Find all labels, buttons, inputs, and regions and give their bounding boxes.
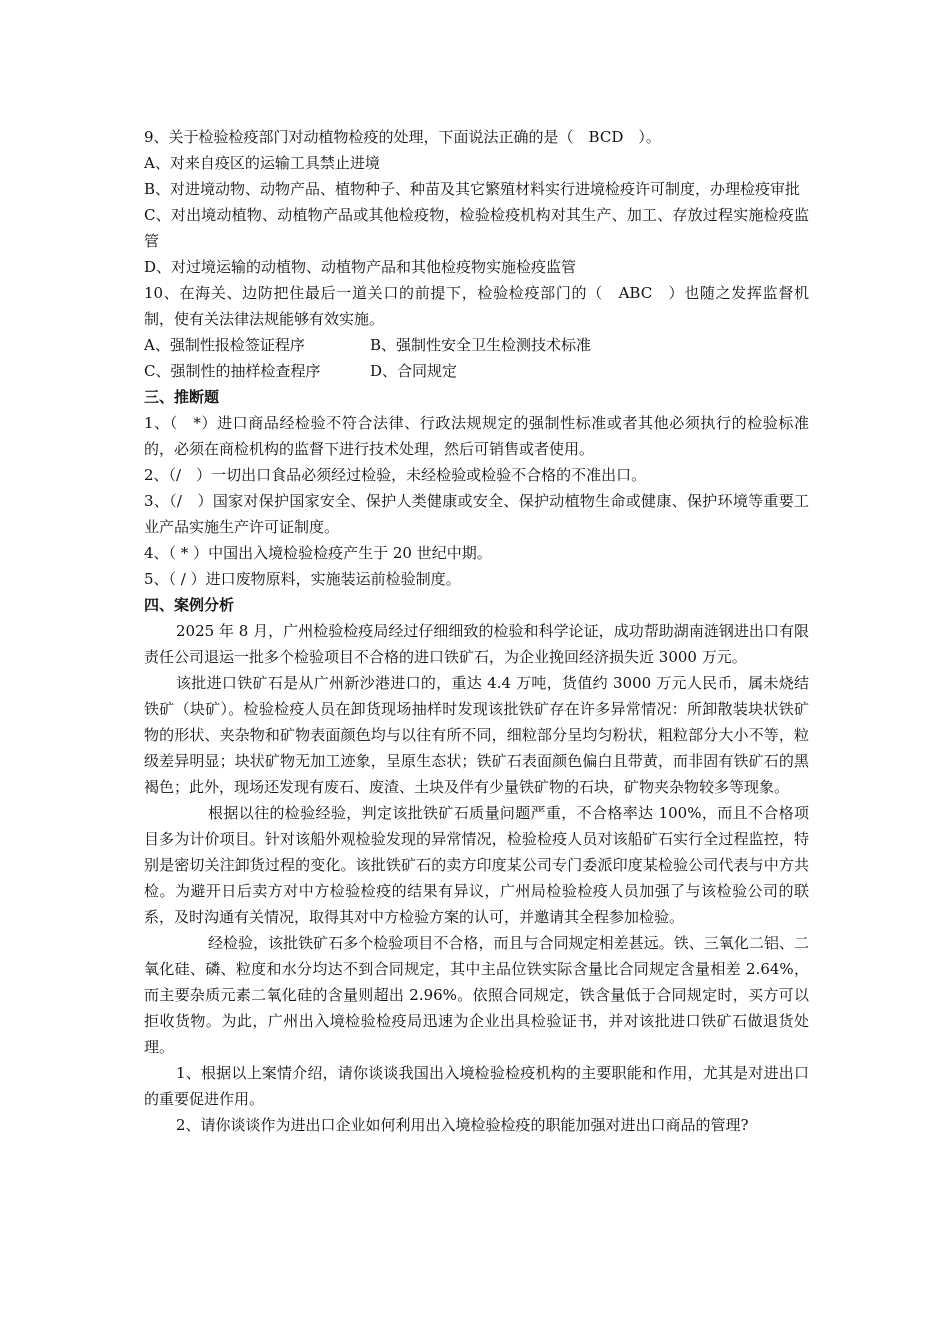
q9-option-c: C、对出境动植物、动植物产品或其他检疫物，检验检疫机构对其生产、加工、存放过程实施检疫监管 [144,206,809,250]
judgment-item-5: 5、（ / ）进口废物原料，实施装运前检验制度。 [144,570,461,588]
q10-option-a: A、强制性报检签证程序 [144,336,305,354]
judgment-item-2: 2、（/ ）一切出口食品必须经过检验，未经检验或检验不合格的不准出口。 [144,466,647,484]
section-3-title: 三、推断题 [144,388,220,406]
document-body [144,124,809,1138]
case-question-2: 2、请你谈谈作为进出口企业如何利用出入境检验检疫的职能加强对进出口商品的管理? [176,1116,749,1134]
q10-option-c: C、强制性的抽样检查程序 [144,362,321,380]
judgment-item-4: 4、（ * ）中国出入境检验检疫产生于 20 世纪中期。 [144,544,492,562]
q9-option-d: D、对过境运输的动植物、动植物产品和其他检疫物实施检疫监管 [144,258,577,276]
q10-option-b: B、强制性安全卫生检测技术标准 [370,336,592,354]
case-paragraph-2: 该批进口铁矿石是从广州新沙港进口的，重达 4.4 万吨，货值约 3000 万元人民币，属未烧结铁矿（块矿）。检验检疫人员在卸货现场抽样时发现该批铁矿存在许多异常情况：所卸散装块状铁矿物的形状、夹杂物和矿物表面颜色均与以往有所不同，细粒部分呈均匀粉状，粗粒部分大小不等，粒级差异明显；块状矿物无加工迹象，呈原生态状；铁矿石表面颜色偏白且带黄，而非固有铁矿石的黑褐色；此外，现场还发现有废石、废渣、土块及伴有少量铁矿物的石块，矿物夹杂物较多等现象。 [144,674,809,796]
case-paragraph-1: 2025 年 8 月，广州检验检疫局经过仔细细致的检验和科学论证，成功帮助湖南涟钢进出口有限责任公司退运一批多个检验项目不合格的进口铁矿石，为企业挽回经济损失近 3000 万元。 [144,622,809,666]
q10-stem: 10、在海关、边防把住最后一道关口的前提下，检验检疫部门的（ ABC ）也随之发挥监督机制，使有关法律法规能够有效实施。 [144,284,809,328]
q10-option-d: D、合同规定 [370,362,458,380]
judgment-item-1: 1、（ *）进口商品经检验不符合法律、行政法规规定的强制性标准或者其他必须执行的检验标准的，必须在商检机构的监督下进行技术处理，然后可销售或者使用。 [144,414,809,458]
q10-options-row-2 [144,358,809,384]
judgment-item-3: 3、（/ ）国家对保护国家安全、保护人类健康或安全、保护动植物生命或健康、保护环境等重要工业产品实施生产许可证制度。 [144,492,809,536]
case-paragraph-4: 经检验，该批铁矿石多个检验项目不合格，而且与合同规定相差甚远。铁、三氧化二铝、二氧化硅、磷、粒度和水分均达不到合同规定，其中主品位铁实际含量比合同规定含量相差 2.64%，而主要杂质元素二氧化硅的含量则超出 2.96%。依照合同规定，铁含量低于合同规定时，买方可以拒收货物。为此，广州出入境检验检疫局迅速为企业出具检验证书，并对该批进口铁矿石做退货处理。 [144,934,809,1056]
q9-option-b: B、对进境动物、动物产品、植物种子、种苗及其它繁殖材料实行进境检疫许可制度，办理检疫审批 [144,180,801,198]
section-4-title: 四、案例分析 [144,596,235,614]
q10-options-row-1 [144,332,809,358]
q9-stem: 9、关于检验检疫部门对动植物检疫的处理，下面说法正确的是（ BCD ）。 [144,128,661,146]
case-paragraph-3: 根据以往的检验经验，判定该批铁矿石质量问题严重，不合格率达 100%，而且不合格项目多为计价项目。针对该船外观检验发现的异常情况，检验检疫人员对该船矿石实行全过程监控，特别是密切关注卸货过程的变化。该批铁矿石的卖方印度某公司专门委派印度某检验公司代表与中方共检。为避开日后卖方对中方检验检疫的结果有异议，广州局检验检疫人员加强了与该检验公司的联系，及时沟通有关情况，取得其对中方检验方案的认可，并邀请其全程参加检验。 [144,804,809,926]
case-question-1: 1、根据以上案情介绍，请你谈谈我国出入境检验检疫机构的主要职能和作用，尤其是对进出口的重要促进作用。 [144,1064,809,1108]
q9-option-a: A、对来自疫区的运输工具禁止进境 [144,154,380,172]
